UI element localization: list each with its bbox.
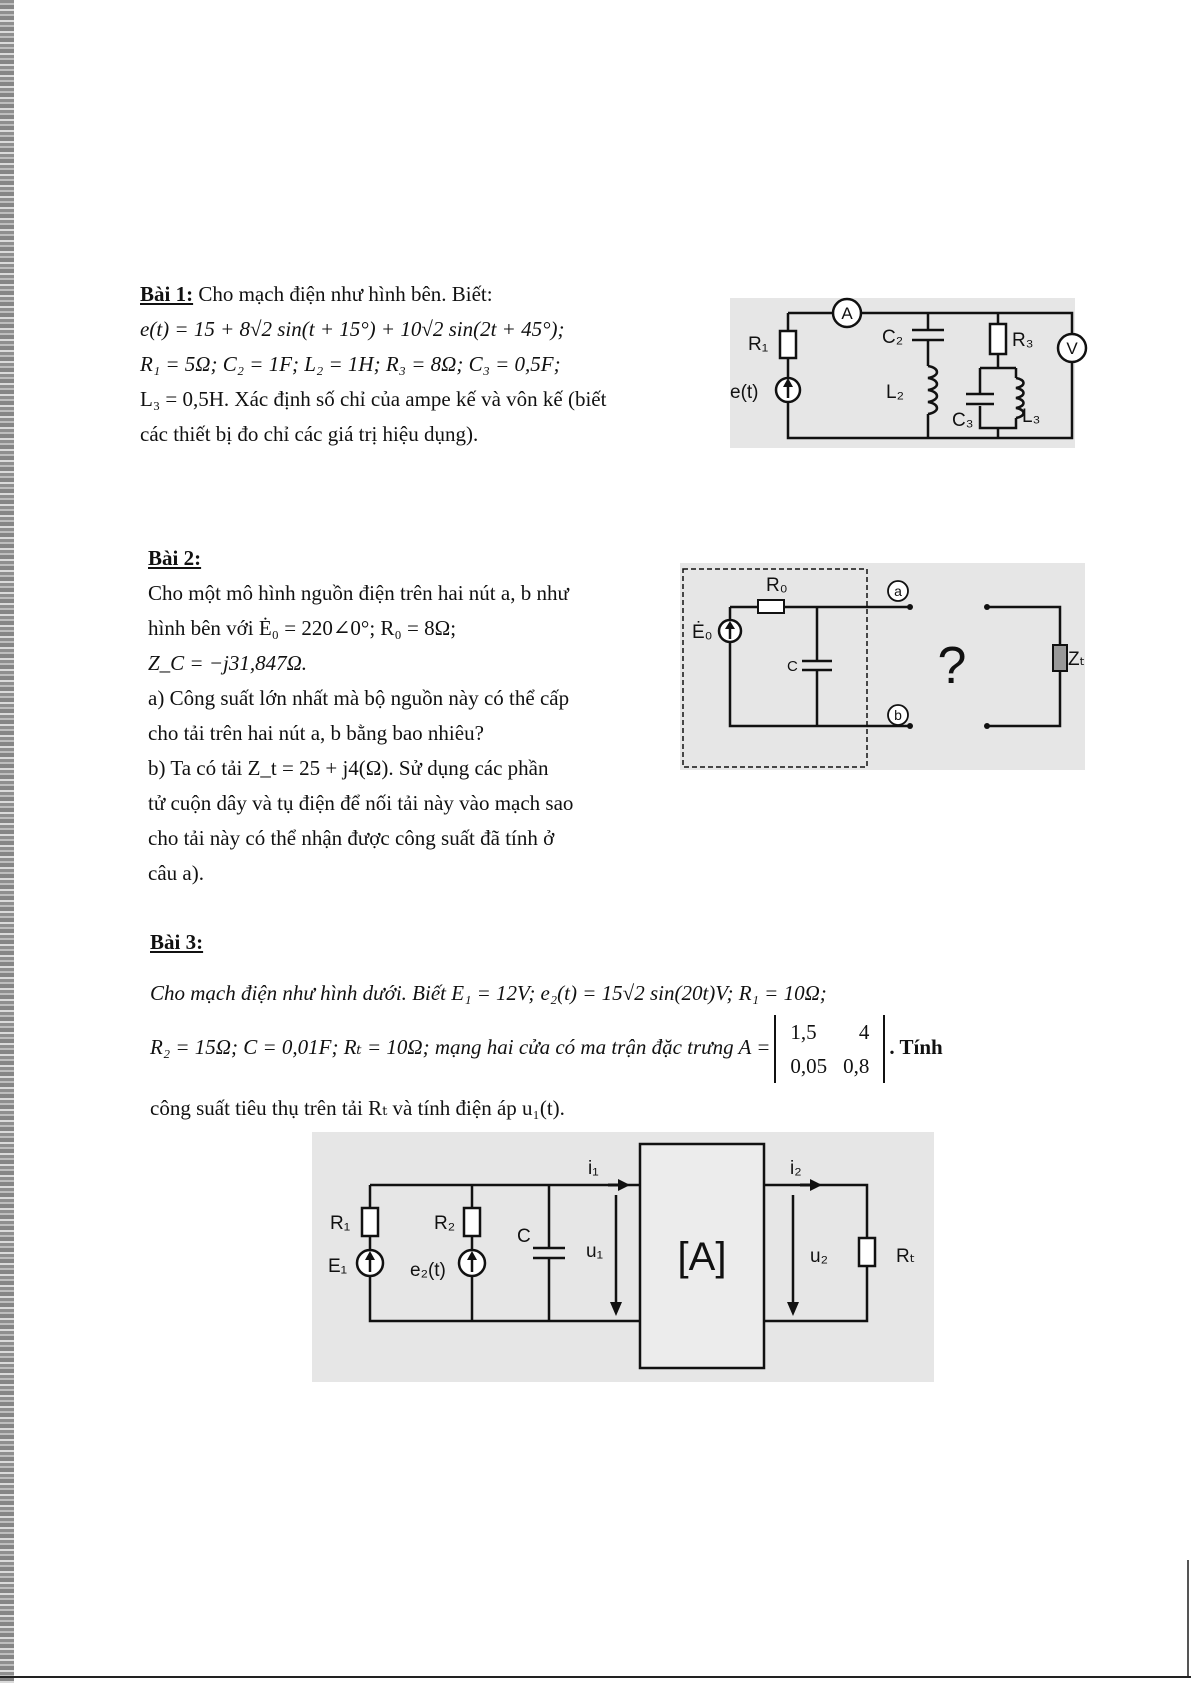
bai3-rt-resistor bbox=[859, 1238, 875, 1266]
bai1-line2: e(t) = 15 + 8√2 sin(t + 15°) + 10√2 sin(2t + 45°); bbox=[140, 317, 565, 341]
bai2-text bbox=[148, 541, 678, 891]
bai1-text bbox=[140, 277, 710, 452]
bai3-i2-label: i₂ bbox=[790, 1158, 802, 1179]
bai2-line7: tử cuộn dây và tụ điện để nối tải này vào mạch sao bbox=[148, 791, 574, 815]
bai1-line1: Bài 1: Cho mạch điện như hình bên. Biết: bbox=[140, 282, 493, 306]
bai2-line5: cho tải trên hai nút a, b bằng bao nhiêu? bbox=[148, 721, 484, 745]
bai3-r2-label: R₂ bbox=[434, 1213, 456, 1234]
bai2-line8: cho tải này có thể nhận được công suất đã tính ở bbox=[148, 826, 555, 850]
scan-edge-artifact bbox=[0, 0, 14, 1683]
bai3-u1-label: u₁ bbox=[586, 1241, 603, 1262]
bai1-r3-label: R₃ bbox=[1012, 330, 1034, 351]
bai1-heading: Bài 1: bbox=[140, 282, 194, 306]
bai3-r1-label: R₁ bbox=[330, 1213, 351, 1234]
bai3-circuit-figure bbox=[312, 1132, 934, 1382]
bai2-load-label: Zₜ bbox=[1068, 649, 1086, 670]
bai1-r3-resistor bbox=[990, 324, 1006, 354]
bai3-e1-label: E₁ bbox=[328, 1256, 348, 1277]
bai1-line5: các thiết bị đo chỉ các giá trị hiệu dụng). bbox=[140, 422, 479, 446]
bai1-line3: R₁ = 5Ω; C₂ = 1F; L₂ = 1H; R₃ = 8Ω; C₃ = 0,5F; bbox=[140, 352, 561, 376]
page-edge-bottom bbox=[0, 1676, 1191, 1678]
bai2-cap-label: C bbox=[787, 658, 798, 675]
bai1-circuit-figure bbox=[730, 298, 1078, 448]
bai3-line1: Cho mạch điện như hình dưới. Biết E₁ = 12V; e₂(t) = 15√2 sin(20t)V; R₁ = 10Ω; bbox=[150, 981, 827, 1005]
bai2-line1: Cho một mô hình nguồn điện trên hai nút a, b như bbox=[148, 581, 569, 605]
bai2-heading: Bài 2: bbox=[148, 546, 202, 570]
bai1-source-label: e(t) bbox=[730, 382, 759, 403]
bai2-capacitor bbox=[802, 661, 832, 670]
bai3-line3: công suất tiêu thụ trên tải Rₜ và tính điện áp u₁(t). bbox=[150, 1096, 565, 1120]
bai2-line6: b) Ta có tải Z_t = 25 + j4(Ω). Sử dụng các phần bbox=[148, 756, 549, 780]
bai3-e2-label: e₂(t) bbox=[410, 1260, 446, 1281]
bai1-line4: L₃ = 0,5H. Xác định số chỉ của ampe kế và vôn kế (biết bbox=[140, 387, 607, 411]
bai3-capacitor bbox=[533, 1248, 565, 1258]
bai2-r0-resistor bbox=[758, 600, 784, 613]
bai1-voltmeter-label: V bbox=[1066, 339, 1078, 358]
bai2-source-label: Ė₀ bbox=[692, 622, 713, 643]
bai3-line2: R₂ = 15Ω; C = 0,01F; Rₜ = 10Ω; mạng hai cửa có ma trận đặc trưng A = 1,5 4 0,05 0,8 . Tính bbox=[150, 1015, 1110, 1083]
bai2-node-a: a bbox=[894, 583, 902, 599]
bai2-r0-label: R₀ bbox=[766, 575, 788, 596]
bai2-load-impedance bbox=[1053, 645, 1067, 671]
bai1-c3-label: C₃ bbox=[952, 410, 974, 431]
bai1-l2-label: L₂ bbox=[886, 382, 904, 403]
bai3-rt-label: Rₜ bbox=[896, 1246, 916, 1267]
bai3-u2-label: u₂ bbox=[810, 1246, 828, 1267]
bai2-circuit-figure bbox=[680, 563, 1085, 770]
bai3-c-label: C bbox=[517, 1226, 531, 1247]
bai1-l2-inductor bbox=[928, 366, 937, 414]
bai3-r1-resistor bbox=[362, 1208, 378, 1236]
bai3-text bbox=[150, 925, 1110, 1126]
bai3-r2-resistor bbox=[464, 1208, 480, 1236]
bai1-c2-capacitor bbox=[912, 330, 944, 340]
bai3-i1-label: i₁ bbox=[588, 1158, 599, 1179]
bai1-c2-label: C₂ bbox=[882, 327, 904, 348]
bai2-line9: câu a). bbox=[148, 861, 204, 885]
bai1-ammeter-label: A bbox=[841, 304, 853, 323]
bai1-r1-resistor bbox=[780, 331, 796, 358]
bai1-l3-label: L₃ bbox=[1022, 406, 1041, 427]
bai2-line4: a) Công suất lớn nhất mà bộ nguồn này có thể cấp bbox=[148, 686, 570, 710]
bai2-node-b: b bbox=[894, 707, 902, 723]
bai3-block-label: [A] bbox=[677, 1235, 727, 1279]
bai2-question-mark: ? bbox=[937, 637, 967, 695]
bai3-matrix: 1,5 4 0,05 0,8 bbox=[774, 1015, 885, 1083]
bai1-r1-label: R₁ bbox=[748, 334, 769, 355]
bai1-c3-capacitor bbox=[966, 394, 994, 404]
bai2-source-box bbox=[683, 569, 867, 767]
page-edge-right bbox=[1187, 1560, 1189, 1678]
bai2-line3: Z_C = −j31,847Ω. bbox=[148, 651, 308, 675]
bai2-line2: hình bên với Ė₀ = 220∠0°; R₀ = 8Ω; bbox=[148, 616, 457, 640]
bai3-heading: Bài 3: bbox=[150, 930, 204, 954]
